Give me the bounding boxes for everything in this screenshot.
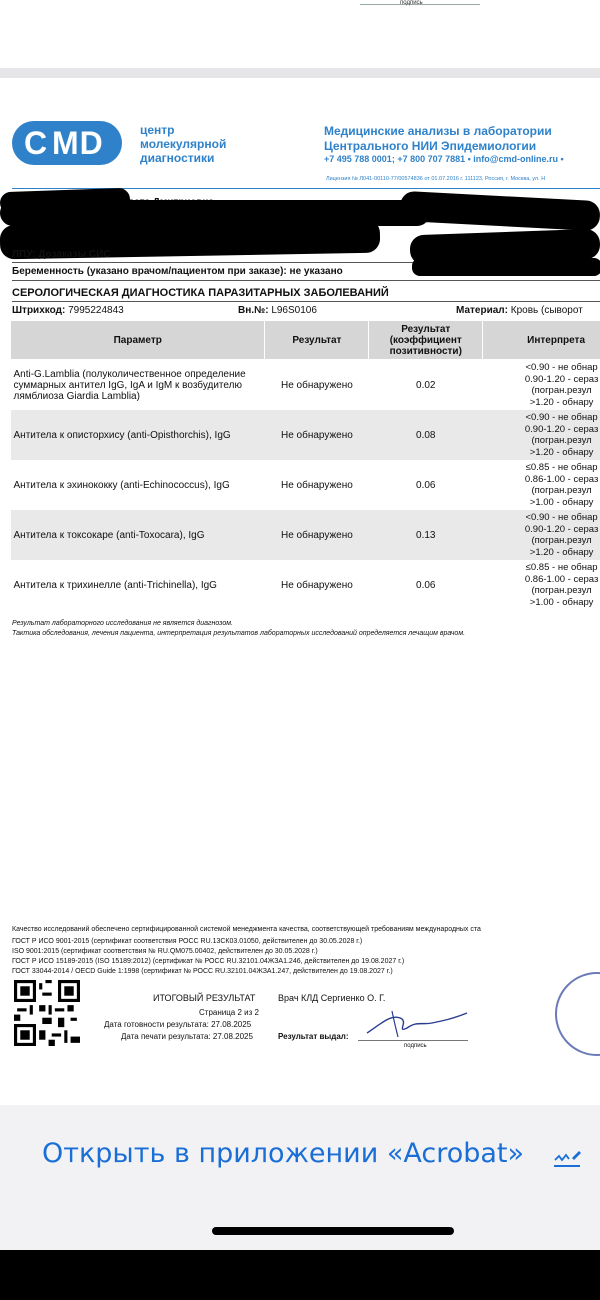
cell-result: Не обнаружено xyxy=(280,479,353,491)
certificate-line: ГОСТ Р ИСО 9001-2015 (сертификат соответствия РОСС RU.13СК03.01050, действителен до 30.05.2028 г.) xyxy=(12,938,363,945)
interpretation-line: 0.86-1.00 - сераз xyxy=(524,573,599,585)
cell-interpretation xyxy=(483,510,600,560)
table-row xyxy=(11,460,600,510)
interpretation-line: >1.00 - обнару xyxy=(529,496,594,508)
cell-coefficient: 0.06 xyxy=(416,579,436,591)
divider xyxy=(12,301,600,302)
signature-label: подпись xyxy=(404,1043,427,1049)
cell-interpretation xyxy=(483,360,600,411)
cmd-logo xyxy=(12,121,122,165)
results-table xyxy=(10,320,600,610)
ready-date: Дата готовности результата: 27.08.2025 xyxy=(104,1020,252,1029)
interpretation-line: (погран.резул xyxy=(531,485,592,496)
redaction-mark xyxy=(412,258,600,276)
cell-result: Не обнаружено xyxy=(280,579,353,591)
interpretation-line: >1.20 - обнару xyxy=(529,546,594,558)
interpretation-line: <0.90 - не обнар xyxy=(525,362,598,373)
cell-interpretation xyxy=(483,410,600,460)
signature-icon xyxy=(362,1003,472,1043)
table-row xyxy=(11,360,600,411)
previous-page-bottom xyxy=(0,0,600,68)
previous-signature-label: подпись xyxy=(400,0,423,6)
cell-interpretation xyxy=(483,560,600,610)
cell-result: Не обнаружено xyxy=(280,379,353,391)
lab-contacts: +7 495 788 0001; +7 800 707 7881 • info@cmd-online.ru • xyxy=(324,154,564,164)
page-number: Страница 2 из 2 xyxy=(199,1008,259,1017)
print-date: Дата печати результата: 27.08.2025 xyxy=(121,1032,253,1041)
cell-coefficient: 0.02 xyxy=(416,379,436,391)
internal-number: Вн.№: L96S0106 xyxy=(238,305,317,316)
table-row xyxy=(11,410,600,460)
doctor-name: Врач КЛД Сергиенко О. Г. xyxy=(278,993,386,1003)
note-tactics: Тактика обследования, лечения пациента, интерпретация результатов лабораторных исследований определяется лечащим врачом. xyxy=(12,630,466,637)
certificate-line: ISO 9001:2015 (сертификат соответствия № RU.QM075.00402, действителен до 30.05.2028 г.) xyxy=(12,948,318,955)
interpretation-line: >1.20 - обнару xyxy=(529,396,594,408)
note-diagnosis: Результат лабораторного исследования не является диагнозом. xyxy=(12,620,233,627)
cell-parameter: Anti-G.Lamblia (полуколичественное определение суммарных антител IgG, IgA и IgM к возбудителю лямблиоза Giardia Lamblia) xyxy=(13,368,246,402)
interpretation-line: (погран.резул xyxy=(531,535,592,546)
barcode: Штрихкод: 7995224843 xyxy=(12,305,124,316)
lab-title: Медицинские анализы в лаборатории Центрального НИИ Эпидемиологии xyxy=(324,124,552,153)
qr-code xyxy=(14,980,80,1046)
section-title: СЕРОЛОГИЧЕСКАЯ ДИАГНОСТИКА ПАРАЗИТАРНЫХ ЗАБОЛЕВАНИЙ xyxy=(12,287,389,299)
interpretation-line: <0.90 - не обнар xyxy=(525,412,598,423)
cell-parameter: Антитела к токсокаре (anti-Toxocara), IgG xyxy=(11,510,265,560)
page-gap xyxy=(0,68,600,78)
table-row xyxy=(11,510,600,560)
interpretation-line: 0.90-1.20 - сераз xyxy=(524,523,599,535)
cell-interpretation xyxy=(483,460,600,510)
cell-coefficient: 0.13 xyxy=(369,510,483,560)
interpretation-line: 0.90-1.20 - сераз xyxy=(524,423,599,435)
logo-letters-md: MD xyxy=(52,125,104,161)
cell-parameter: Антитела к эхинококку (anti-Echinococcus), IgG xyxy=(13,479,230,491)
interpretation-line: >1.00 - обнару xyxy=(529,596,594,608)
issued-by-label: Результат выдал: xyxy=(278,1032,349,1041)
column-header-parameter: Параметр xyxy=(11,321,265,360)
interpretation-line: <0.90 - не обнар xyxy=(525,512,598,523)
column-header-result: Результат xyxy=(265,321,369,360)
interpretation-line: 0.90-1.20 - сераз xyxy=(524,373,599,385)
interpretation-line: ≤0.85 - не обнар xyxy=(525,562,598,573)
final-result-label: ИТОГОВЫЙ РЕЗУЛЬТАТ xyxy=(153,993,256,1003)
logo-letter-c: C xyxy=(24,125,49,161)
column-header-interpretation: Интерпрета xyxy=(483,321,600,360)
certificate-line: ГОСТ Р ИСО 15189-2015 (ISO 15189:2012) (сертификат № РОСС RU.32101.04ЖЗА1.246, действителен до 19.08.2027 г.) xyxy=(12,958,405,965)
interpretation-line: (погран.резул xyxy=(531,585,592,596)
pregnancy-line: Беременность (указано врачом/пациентом при заказе): не указано xyxy=(12,266,343,277)
table-header-row xyxy=(11,321,600,360)
cell-coefficient: 0.08 xyxy=(369,410,483,460)
divider xyxy=(12,280,600,281)
cell-parameter: Антитела к трихинелле (anti-Trichinella), IgG xyxy=(13,579,217,591)
home-indicator[interactable] xyxy=(212,1227,454,1235)
open-in-acrobat-button[interactable]: Открыть в приложении «Acrobat» xyxy=(42,1138,525,1169)
column-header-coefficient: Результат (коэффициент позитивности) xyxy=(369,321,483,360)
interpretation-line: >1.20 - обнару xyxy=(529,446,594,458)
cell-parameter: Антитела к описторхису (anti-Opisthorchis), IgG xyxy=(11,410,265,460)
interpretation-line: (погран.резул xyxy=(531,435,592,446)
cell-result: Не обнаружено xyxy=(265,510,369,560)
material: Материал: Кровь (сыворот xyxy=(456,305,583,316)
quality-statement: Качество исследований обеспечено сертифицированной системой менеджмента качества, соответствующей требованиям международных ста xyxy=(12,926,481,933)
cell-coefficient: 0.06 xyxy=(416,479,436,491)
lpu-line: ЛПУ: Дозаказы СИС xyxy=(12,249,111,260)
markup-edit-icon[interactable] xyxy=(552,1146,582,1168)
license-text: Лицензия № Л041-00110-77/00574836 от 01.07.2016 г. 111123, Россия, г. Москва, ул. Н xyxy=(326,176,546,182)
table-row xyxy=(11,560,600,610)
interpretation-line: (погран.резул xyxy=(531,385,592,396)
interpretation-line: ≤0.85 - не обнар xyxy=(525,462,598,473)
interpretation-line: 0.86-1.00 - сераз xyxy=(524,473,599,485)
bottom-bar xyxy=(0,1250,600,1300)
cell-result: Не обнаружено xyxy=(265,410,369,460)
brand-subtitle: центр молекулярной диагностики xyxy=(140,123,227,165)
certificate-line: ГОСТ 33044-2014 / OECD Guide 1:1998 (сертификат № РОСС RU.32101.04ЖЗА1.247, действителен до 19.08.2027 г.) xyxy=(12,968,393,975)
